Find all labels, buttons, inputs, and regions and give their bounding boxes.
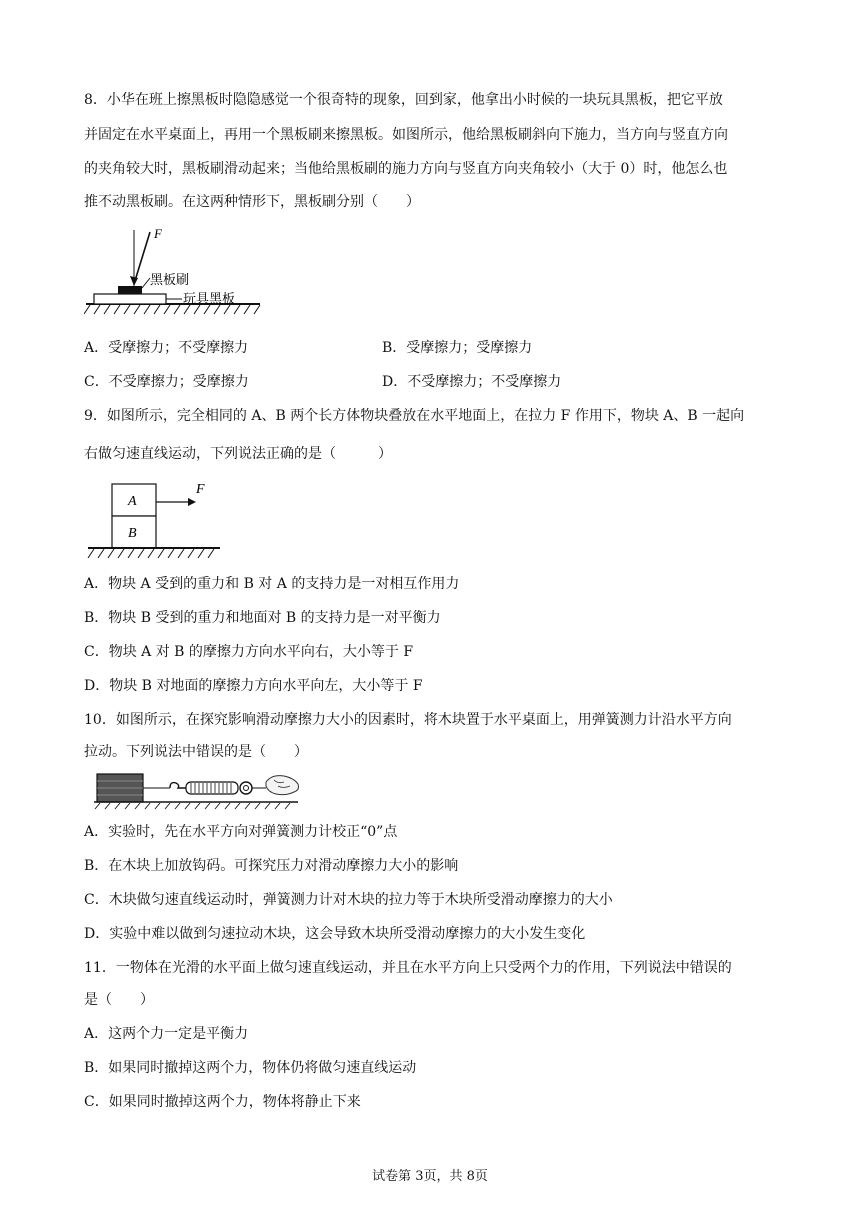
q8-option-b: B．受摩擦力；受摩擦力 [382,340,533,356]
q9-line-1: 9．如图所示，完全相同的 A、B 两个长方体物块叠放在水平地面上，在拉力 F 作用下，物块 A、B 一起向 [84,408,745,424]
q8-line-3: 的夹角较大时，黑板刷滑动起来；当他给黑板刷的施力方向与竖直方向夹角较小（大于 0）时，他怎么也 [84,161,728,177]
q9-option-c: C．物块 A 对 B 的摩擦力方向水平向右，大小等于 F [84,644,414,660]
block-b-label: B [128,526,137,541]
q11-line-2: 是（ ） [84,992,154,1008]
pull-force-label: F [196,482,205,497]
q8-line-1: 8．小华在班上擦黑板时隐隐感觉一个很奇特的现象，回到家，他拿出小时候的一块玩具黑板，把它平放 [84,92,723,108]
figure-brush-label: 黑板刷 [150,273,190,288]
q11-line-1: 11．一物体在光滑的水平面上做匀速直线运动，并且在水平方向上只受两个力的作用，下列说法中错误的 [84,960,732,976]
q10-option-d: D．实验中难以做到匀速拉动木块，这会导致木块所受滑动摩擦力的大小发生变化 [84,926,586,942]
q10-option-b: B．在木块上加放钩码。可探究压力对滑动摩擦力大小的影响 [84,858,459,874]
spring-scale-figure [94,770,306,810]
q8-line-2: 并固定在水平桌面上，再用一个黑板刷来擦黑板。如图所示，他给黑板刷斜向下施力，当方向与竖直方向 [84,127,728,143]
q8-line-4: 推不动黑板刷。在这两种情形下，黑板刷分别（ ） [84,194,420,210]
q9-line-2: 右做匀速直线运动，下列说法正确的是（ ） [84,446,392,462]
q11-option-a: A．这两个力一定是平衡力 [84,1026,249,1042]
figure-board-label: 玩具黑板 [183,292,236,307]
page-footer: 试卷第 3页，共 8页 [372,1169,488,1184]
block-a-label: A [128,494,137,509]
q10-option-a: A．实验时，先在水平方向对弹簧测力计校正“0”点 [84,824,398,840]
q8-option-d: D．不受摩擦力；不受摩擦力 [382,374,562,390]
q11-option-c: C．如果同时撤掉这两个力，物体将静止下来 [84,1094,361,1110]
q10-line-2: 拉动。下列说法中错误的是（ ） [84,744,308,760]
q11-option-b: B．如果同时撤掉这两个力，物体仍将做匀速直线运动 [84,1060,417,1076]
q10-option-c: C．木块做匀速直线运动时，弹簧测力计对木块的拉力等于木块所受滑动摩擦力的大小 [84,892,613,908]
q9-option-d: D．物块 B 对地面的摩擦力方向水平向左，大小等于 F [84,678,423,694]
blackboard-brush-figure [84,226,264,318]
q10-line-1: 10．如图所示，在探究影响滑动摩擦力大小的因素时，将木块置于水平桌面上，用弹簧测力计沿水平方向 [84,712,732,728]
q9-option-a: A．物块 A 受到的重力和 B 对 A 的支持力是一对相互作用力 [84,576,460,592]
figure-force-label: F [154,226,162,241]
q8-option-c: C．不受摩擦力；受摩擦力 [84,374,249,390]
q8-option-a: A．受摩擦力；不受摩擦力 [84,340,249,356]
stacked-blocks-figure [84,478,224,564]
q9-option-b: B．物块 B 受到的重力和地面对 B 的支持力是一对平衡力 [84,610,441,626]
